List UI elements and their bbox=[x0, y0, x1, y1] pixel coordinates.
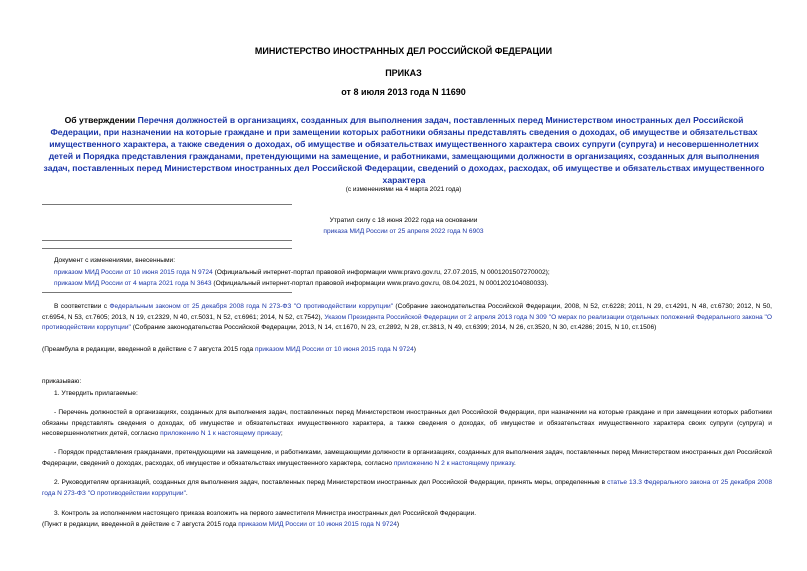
list-item-1 bbox=[42, 408, 772, 440]
preamble bbox=[42, 302, 772, 334]
doc-date-number: от 8 июля 2013 года N 11690 bbox=[341, 87, 466, 97]
appendix-2-link[interactable]: приложению N 2 к настоящему приказу bbox=[393, 459, 514, 467]
amendment-link[interactable]: приказом МИД России от 4 марта 2021 года N 3643 bbox=[54, 280, 212, 287]
item-2 bbox=[42, 478, 772, 499]
list-item-2 bbox=[42, 448, 772, 469]
item-text: 2. Руководителям организаций, созданных для выполнения задач, поставленных перед Министерством иностранных дел Российской Федерации, принять меры, определенные в bbox=[54, 479, 608, 486]
ministry-title: МИНИСТЕРСТВО ИНОСТРАННЫХ ДЕЛ РОССИЙСКОЙ ФЕДЕРАЦИИ bbox=[254, 46, 553, 56]
list-text: - Порядок представления гражданами, претендующими на замещение, и работниками, замещающими должности в организациях, созданных для выполнения задач, поставленных перед Министерством иностранных дел Российской Федерации, сведений о доходах, расходах, об имуществе и обязательствах имущественного характера, согласно bbox=[42, 449, 772, 467]
preamble-decree-link[interactable]: Указом Президента Российской Федерации от 2 апреля 2013 года N 309 "О мерах по реализации отдельных положений Федерального закона "О противодействии коррупции" bbox=[42, 313, 773, 332]
amendment-item bbox=[54, 278, 774, 290]
subject-link[interactable]: Перечня должностей в организациях, созданных для выполнения задач, поставленных перед Министерством иностранных дел Российской Федерации, при назначении на которые граждане и при замещении которых работники обязаны представлять сведения о доходах, об имуществе и обязательствах имущественного характера, а также сведения о доходах, об имуществе и обязательствах имущественного характера своих супруги (супруга) и несовершеннолетних детей и Порядка представления гражданами, претендующими на замещение, и работниками, замещающими должности в организациях, созданных для выполнения задач, поставленных перед Министерством иностранных дел Российской Федерации, сведений о доходах, расходах, об имуществе и обязательствах имущественного характера bbox=[43, 115, 765, 186]
appendix-1-link[interactable]: приложению N 1 к настоящему приказу bbox=[160, 430, 281, 438]
subject-prefix: Об утверждении bbox=[64, 115, 138, 125]
list-text: - Перечень должностей в организациях, созданных для выполнения задач, поставленных перед Министерством иностранных дел Российской Федерации, при назначении на которые граждане и при замещении которых работники обязаны представлять сведения о доходах, об имуществе и обязательствах имущественного характера, а также сведения о доходах, об имуществе и обязательствах имущественного характера своих супруги (супруга) и несовершеннолетних детей, согласно bbox=[42, 409, 772, 438]
order-word: приказываю: bbox=[42, 378, 82, 385]
lost-force-text: Утратил силу с 18 июня 2022 года на основании bbox=[329, 217, 478, 224]
divider bbox=[42, 292, 292, 293]
amendment-text: (Официальный интернет-портал правовой информации www.pravo.gov.ru, 27.07.2015, N 0001201507270002); bbox=[212, 268, 550, 276]
note-text: (Преамбула в редакции, введенной в действие с 7 августа 2015 года bbox=[42, 346, 256, 353]
note-link[interactable]: приказом МИД России от 10 июня 2015 года N 9724 bbox=[255, 346, 414, 353]
note-text: ) bbox=[396, 521, 400, 528]
preamble-law-link[interactable]: Федеральным законом от 25 декабря 2008 года N 273-ФЗ "О противодействии коррупции" bbox=[109, 303, 394, 310]
list-text: . bbox=[513, 459, 516, 467]
item-1: 1. Утвердить прилагаемые: bbox=[54, 390, 138, 397]
item-3-note bbox=[42, 520, 772, 531]
preamble-text: В соответствии с bbox=[54, 303, 110, 310]
amendments-block bbox=[54, 255, 774, 290]
item-text: . bbox=[185, 489, 188, 497]
divider bbox=[42, 248, 292, 249]
item-3: 3. Контроль за исполнением настоящего приказа возложить на первого заместителя Министра иностранных дел Российской Федерации. bbox=[54, 510, 477, 517]
preamble-text: (Собрание законодательства Российской Федерации, 2013, N 14, ст.1670, N 23, ст.2892, N 28, ст.3813, N 49, ст.6399; 2014, N 26, ст.3520, N 30, ст.4286; 2015, N 10, ст.1506) bbox=[130, 324, 657, 332]
article-link[interactable]: статье 13.3 Федерального закона от 25 декабря 2008 года N 273-ФЗ "О противодействии коррупции" bbox=[42, 479, 772, 497]
divider bbox=[42, 204, 292, 205]
edition-note: (с изменениями на 4 марта 2021 года) bbox=[345, 186, 462, 193]
doc-subject bbox=[42, 114, 766, 187]
preamble-text: (Собрание законодательства Российской Федерации, 2008, N 52, ст.6228; 2011, N 29, ст.4291, N 48, ст.6730; 2012, N 50, ст.6954, N 53, ст.7605; 2013, N 19, ст.2329, N 40, ст.5031, N 52, ст.6961; 2014, N 52, ст.7542), bbox=[42, 303, 773, 321]
list-text: ; bbox=[280, 430, 283, 438]
note-text: (Пункт в редакции, введенной в действие с 7 августа 2015 года bbox=[42, 521, 239, 528]
preamble-note bbox=[42, 345, 772, 356]
doc-type: ПРИКАЗ bbox=[385, 68, 422, 78]
lost-force-link[interactable]: приказа МИД России от 25 апреля 2022 года N 6903 bbox=[323, 227, 484, 235]
amendment-link[interactable]: приказом МИД России от 10 июня 2015 года N 9724 bbox=[54, 268, 213, 276]
note-text: ) bbox=[413, 346, 416, 353]
divider bbox=[42, 240, 292, 241]
amendment-text: (Официальный интернет-портал правовой информации www.pravo.gov.ru, 08.04.2021, N 0001202104080033). bbox=[211, 280, 549, 287]
lost-force-note bbox=[300, 216, 507, 237]
amendments-intro: Документ с изменениями, внесенными: bbox=[54, 257, 176, 264]
note-link[interactable]: приказом МИД России от 10 июня 2015 года N 9724 bbox=[238, 521, 397, 528]
amendment-item bbox=[54, 267, 774, 279]
